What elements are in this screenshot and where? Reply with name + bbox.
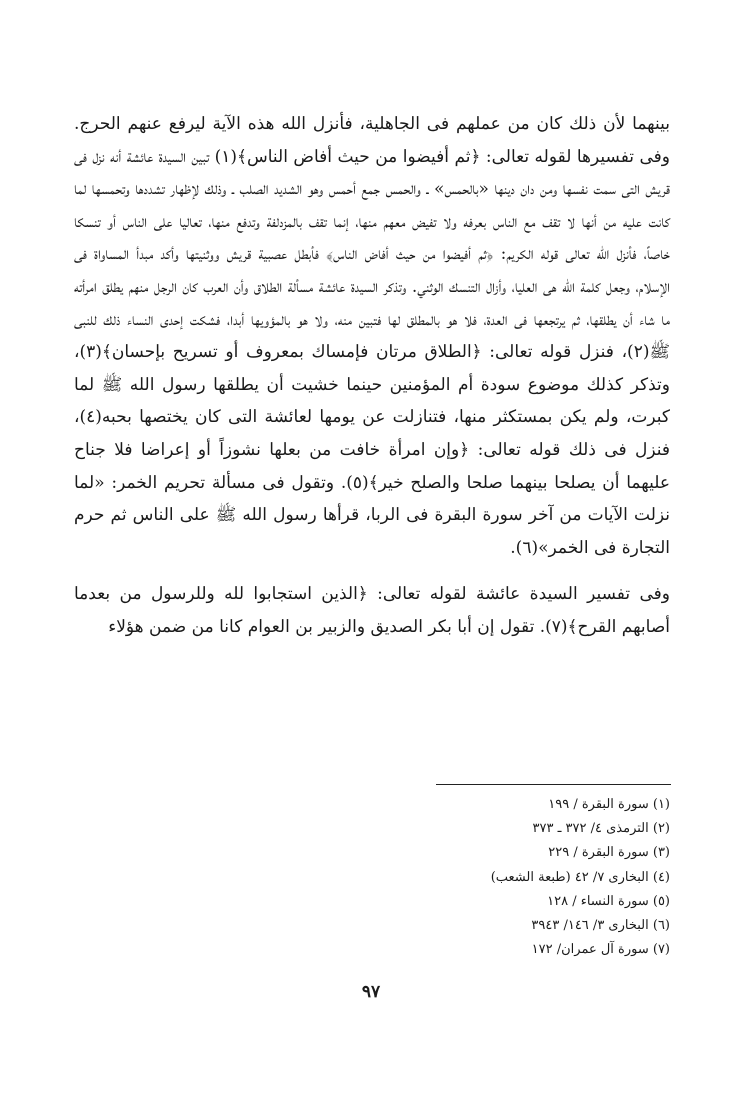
footnote-item: (٤) البخارى ٧/ ٤٢ (طبعة الشعب) <box>490 869 670 885</box>
footnote-item: (١) سورة البقرة / ١٩٩ <box>548 797 670 812</box>
footnote-item: (٧) سورة آل عمران/ ١٧٢ <box>531 942 670 958</box>
footnote-item: (٥) سورة النساء / ١٢٨ <box>547 893 670 909</box>
paragraph: وفى تفسير السيدة عائشة لقوله تعالى: ﴿الذين استجابوا لله وللرسول من بعدما أصابهم القرح﴾(٧). تقول إن أبا بكر الصديق والزبير بن العوام كانا من ضمن هؤلاء <box>74 584 670 637</box>
footnote-item: (٦) البخارى ٣/ ١٤٦/ ٣٩٤٣ <box>531 918 670 934</box>
main-text <box>74 108 670 644</box>
page-number: ٩٧ <box>361 982 381 1002</box>
footnote-item: (٢) الترمذى ٤/ ٣٧٢ ـ ٣٧٣ <box>532 821 670 837</box>
paragraph: بينهما لأن ذلك كان من عملهم فى الجاهلية، فأنزل الله هذه الآية ليرفع عنهم الحرج. وفى تفسيرها لقوله تعالى: ﴿ثم أفيضوا من حيث أفاض الناس﴾(١) تبين السيدة عائشة أنه نزل فى قريش التى سمت نفسها ومن دان دينها «بالحمس» ـ والحمس جمع أحمس وهو الشديد الصلب ـ وذلك لإظهار تشددها وتحمسها لما كانت عليه من أنها لا تقف مع الناس بعرفه ولا تفيض معهم منها، إنما تقف بالمزدلفة وتدفع منها، تعاليا على الناس أو تنسكا خاصاً، فأنزل الله تعالى قوله الكريم: ﴿ثم أفيضوا من حيث أفاض الناس﴾ فأبطل عصبية قريش ووثنيتها وأكد مبدأ المساواة فى الإسلام، وجعل كلمة الله هى العليا، وأزال التنسك الوثني. وتذكر السيدة عائشة مسألة الطلاق وأن العرب كان الرجل منهم يطلق امرأته ما شاء أن يطلقها، ثم يرتجعها فى العدة، فلا هو بالمطلق لها فتبين منه، ولا هو بالمؤويها أبدا، فشكت إحدى النساء ذلك للنبى ﷺ(٢)، فنزل قوله تعالى: ﴿الطلاق مرتان فإمساك بمعروف أو تسريح بإحسان﴾(٣)، وتذكر كذلك موضوع سودة أم المؤمنين حينما خشيت أن يطلقها رسول الله ﷺ لما كبرت، ولم يكن بمستكثر منها، فتنازلت عن يومها لعائشة التى كان يختصها بحبه(٤)، فنزل فى ذلك قوله تعالى: ﴿وإن امرأة خافت من بعلها نشوزاً أو إعراضا فلا جناح عليهما أن يصلحا بينهما صلحا والصلح خير﴾(٥). وتقول فى مسألة تحريم الخمر: «لما نزلت الآيات من آخر سورة البقرة فى الربا، قرأها رسول الله ﷺ على الناس ثم حرم التجارة فى الخمر»(٦). <box>74 114 670 558</box>
footnote-item: (٣) سورة البقرة / ٢٢٩ <box>548 845 670 861</box>
footnote-divider <box>436 784 671 785</box>
footnotes-list <box>300 793 670 962</box>
